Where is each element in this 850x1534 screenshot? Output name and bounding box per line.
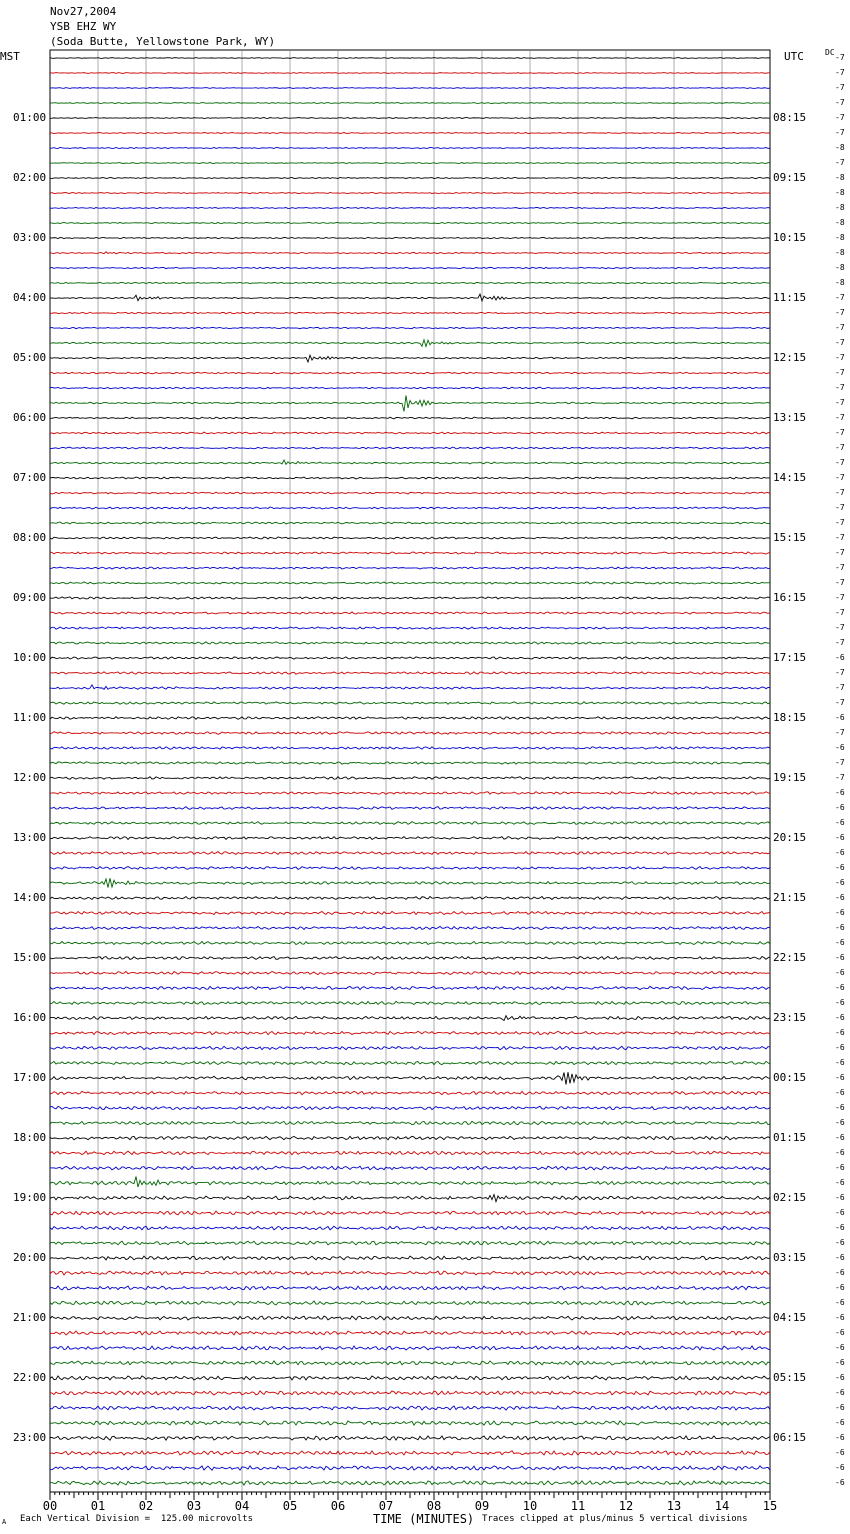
dc-offset: -6 <box>835 1313 845 1322</box>
right-hour-label: 03:15 <box>773 1251 807 1264</box>
seismic-trace <box>50 207 770 208</box>
dc-offset: -8 <box>835 218 845 227</box>
dc-offset: -6 <box>835 893 845 902</box>
left-hour-label: 22:00 <box>13 1371 47 1384</box>
left-hour-label: 08:00 <box>13 531 47 544</box>
dc-offset: -6 <box>835 1358 845 1367</box>
seismic-trace <box>50 460 770 464</box>
right-hour-label: 10:15 <box>773 231 807 244</box>
seismic-trace <box>50 1166 770 1170</box>
dc-offset: -7 <box>835 623 845 632</box>
right-hour-label: 04:15 <box>773 1311 807 1324</box>
dc-offset: -7 <box>835 443 845 452</box>
dc-offset: -7 <box>835 293 845 302</box>
right-hour-label: 12:15 <box>773 351 807 364</box>
seismic-trace <box>50 1271 770 1275</box>
seismic-trace <box>50 1376 770 1380</box>
dc-offset: -7 <box>835 698 845 707</box>
right-hour-label: 21:15 <box>773 891 807 904</box>
dc-offset: -6 <box>835 1118 845 1127</box>
seismic-trace <box>50 1436 770 1440</box>
dc-offset: -8 <box>835 263 845 272</box>
left-hour-label: 16:00 <box>13 1011 47 1024</box>
dc-offset: -6 <box>835 1103 845 1112</box>
left-hour-label: 21:00 <box>13 1311 47 1324</box>
x-tick-label: 02 <box>138 1499 154 1513</box>
dc-offset: -6 <box>835 1478 845 1487</box>
dc-offset: -6 <box>835 1373 845 1382</box>
seismic-trace <box>50 926 770 929</box>
seismic-trace <box>50 1151 770 1155</box>
left-hour-label: 03:00 <box>13 231 47 244</box>
seismic-trace <box>50 102 770 103</box>
seismic-trace <box>50 567 770 569</box>
dc-offset: -8 <box>835 188 845 197</box>
dc-offset: -6 <box>835 1403 845 1412</box>
dc-offset: -7 <box>835 773 845 782</box>
x-tick-label: 09 <box>474 1499 490 1513</box>
dc-offset: -6 <box>835 1013 845 1022</box>
right-hour-label: 15:15 <box>773 531 807 544</box>
seismic-trace <box>50 1061 770 1064</box>
seismic-trace <box>50 807 770 810</box>
right-hour-label: 01:15 <box>773 1131 807 1144</box>
seismic-trace <box>50 237 770 238</box>
dc-offset: -6 <box>835 1163 845 1172</box>
seismic-trace <box>50 432 770 434</box>
right-hour-label: 09:15 <box>773 171 807 184</box>
x-tick-label: 12 <box>618 1499 634 1513</box>
left-hour-label: 13:00 <box>13 831 47 844</box>
seismic-trace <box>50 222 770 223</box>
seismic-trace <box>50 627 770 629</box>
seismic-trace <box>50 1331 770 1335</box>
seismic-trace <box>50 162 770 163</box>
left-hour-label: 19:00 <box>13 1191 47 1204</box>
dc-offset: -7 <box>835 323 845 332</box>
dc-offset: -6 <box>835 908 845 917</box>
seismic-trace <box>50 685 770 689</box>
dc-offset: -6 <box>835 1283 845 1292</box>
left-hour-label: 15:00 <box>13 951 47 964</box>
seismic-trace <box>50 1391 770 1395</box>
right-hour-label: 02:15 <box>773 1191 807 1204</box>
seismic-trace <box>50 897 770 900</box>
right-hour-label: 16:15 <box>773 591 807 604</box>
seismic-trace <box>50 597 770 599</box>
x-tick-label: 11 <box>570 1499 586 1513</box>
dc-offset: -6 <box>835 1028 845 1037</box>
seismic-trace <box>50 1451 770 1455</box>
dc-offset: -8 <box>835 278 845 287</box>
dc-offset: -7 <box>835 683 845 692</box>
seismic-trace <box>50 672 770 674</box>
dc-offset: -7 <box>835 533 845 542</box>
seismic-trace <box>50 1226 770 1230</box>
seismic-trace <box>50 792 770 795</box>
seismic-trace <box>50 417 770 419</box>
seismic-trace <box>50 717 770 719</box>
seismic-trace <box>50 117 770 118</box>
dc-offset: -6 <box>835 968 845 977</box>
dc-offset: -7 <box>835 398 845 407</box>
seismic-trace <box>50 1121 770 1124</box>
dc-offset: -6 <box>835 1343 845 1352</box>
right-timezone-label: UTC <box>784 50 804 63</box>
seismic-trace <box>50 852 770 855</box>
left-hour-label: 17:00 <box>13 1071 47 1084</box>
dc-offset: -6 <box>835 803 845 812</box>
dc-offset: -6 <box>835 743 845 752</box>
dc-offset: -7 <box>835 638 845 647</box>
x-tick-label: 05 <box>282 1499 298 1513</box>
right-hour-label: 20:15 <box>773 831 807 844</box>
seismic-trace <box>50 1256 770 1260</box>
right-hour-label: 06:15 <box>773 1431 807 1444</box>
x-tick-label: 13 <box>666 1499 682 1513</box>
seismic-trace <box>50 387 770 389</box>
seismic-trace <box>50 941 770 944</box>
seismic-trace <box>50 1481 770 1485</box>
dc-offset: -6 <box>835 713 845 722</box>
seismic-trace <box>50 58 770 59</box>
dc-offset: -7 <box>835 578 845 587</box>
seismic-trace <box>50 340 770 347</box>
dc-offset: -6 <box>835 1148 845 1157</box>
seismic-trace <box>50 986 770 989</box>
seismic-trace <box>50 762 770 764</box>
seismic-trace <box>50 1195 770 1202</box>
dc-offset: -8 <box>835 203 845 212</box>
seismic-trace <box>50 837 770 840</box>
dc-offset: -7 <box>835 83 845 92</box>
dc-offset: -8 <box>835 248 845 257</box>
left-hour-label: 07:00 <box>13 471 47 484</box>
seismic-trace <box>50 73 770 74</box>
dc-offset: -8 <box>835 173 845 182</box>
seismic-trace <box>50 1406 770 1410</box>
dc-offset: -6 <box>835 863 845 872</box>
seismic-trace <box>50 492 770 494</box>
dc-offset: -6 <box>835 983 845 992</box>
dc-offset: -7 <box>835 518 845 527</box>
dc-offset: -7 <box>835 758 845 767</box>
corner-mark: A <box>2 1518 7 1526</box>
dc-offset: -7 <box>835 158 845 167</box>
left-hour-label: 18:00 <box>13 1131 47 1144</box>
dc-offset: -7 <box>835 98 845 107</box>
left-hour-label: 05:00 <box>13 351 47 364</box>
seismic-trace <box>50 327 770 329</box>
dc-offset: -6 <box>835 998 845 1007</box>
seismic-traces <box>50 58 770 1486</box>
dc-offset: -7 <box>835 728 845 737</box>
seismic-trace <box>50 1136 770 1140</box>
left-hour-label: 02:00 <box>13 171 47 184</box>
seismic-trace <box>50 395 770 411</box>
dc-offset: -7 <box>835 413 845 422</box>
dc-offset: -7 <box>835 338 845 347</box>
seismic-trace <box>50 552 770 554</box>
dc-offset: -6 <box>835 1418 845 1427</box>
dc-offset: -6 <box>835 833 845 842</box>
dc-offset: -6 <box>835 1433 845 1442</box>
dc-offset: -6 <box>835 878 845 887</box>
header-location: (Soda Butte, Yellowstone Park, WY) <box>50 35 276 48</box>
dc-offset: -8 <box>835 233 845 242</box>
seismic-trace <box>50 252 770 254</box>
seismic-trace <box>50 747 770 749</box>
dc-offset: -6 <box>835 1268 845 1277</box>
seismic-trace <box>50 971 770 974</box>
seismic-trace <box>50 447 770 449</box>
dc-offset: -6 <box>835 1463 845 1472</box>
seismic-trace <box>50 1106 770 1109</box>
seismic-trace <box>50 1177 770 1187</box>
header-date: Nov27,2004 <box>50 5 117 18</box>
right-hour-label: 18:15 <box>773 711 807 724</box>
x-axis-title: TIME (MINUTES) <box>373 1512 475 1526</box>
header-station: YSB EHZ WY <box>50 20 117 33</box>
dc-offset: -7 <box>835 473 845 482</box>
left-hour-label: 04:00 <box>13 291 47 304</box>
left-hour-label: 14:00 <box>13 891 47 904</box>
seismic-trace <box>50 267 770 268</box>
seismic-trace <box>50 878 770 887</box>
dc-offset: -6 <box>835 1073 845 1082</box>
dc-offset: -7 <box>835 428 845 437</box>
dc-offset: -6 <box>835 1238 845 1247</box>
seismic-trace <box>50 294 770 301</box>
dc-offset: -6 <box>835 1208 845 1217</box>
dc-offset: -7 <box>835 668 845 677</box>
dc-offset: -7 <box>835 113 845 122</box>
seismic-trace <box>50 657 770 659</box>
seismic-trace <box>50 777 770 780</box>
dc-offset: -8 <box>835 143 845 152</box>
left-hour-label: 20:00 <box>13 1251 47 1264</box>
dc-offset: -6 <box>835 1058 845 1067</box>
left-timezone-label: MST <box>0 50 20 63</box>
dc-offset: -7 <box>835 608 845 617</box>
plot-frame <box>50 50 770 1492</box>
right-hour-label: 05:15 <box>773 1371 807 1384</box>
seismic-trace <box>50 732 770 735</box>
x-tick-label: 07 <box>378 1499 394 1513</box>
seismic-trace <box>50 911 770 914</box>
seismic-trace <box>50 1301 770 1305</box>
seismic-trace <box>50 192 770 193</box>
dc-offset: -7 <box>835 128 845 137</box>
seismic-trace <box>50 537 770 539</box>
seismic-trace <box>50 1286 770 1290</box>
seismic-trace <box>50 477 770 479</box>
dc-offset: -6 <box>835 788 845 797</box>
right-hour-label: 13:15 <box>773 411 807 424</box>
right-hour-label: 22:15 <box>773 951 807 964</box>
dc-offset: -6 <box>835 848 845 857</box>
seismic-trace <box>50 1046 770 1049</box>
seismic-trace <box>50 582 770 584</box>
dc-offset: -6 <box>835 653 845 662</box>
x-tick-label: 06 <box>330 1499 346 1513</box>
seismic-trace <box>50 88 770 89</box>
x-axis <box>43 1492 777 1513</box>
x-tick-label: 14 <box>714 1499 730 1513</box>
dc-offset: -6 <box>835 938 845 947</box>
seismic-trace <box>50 1016 770 1021</box>
left-hour-label: 06:00 <box>13 411 47 424</box>
seismic-trace <box>50 822 770 825</box>
dc-offset: -6 <box>835 1088 845 1097</box>
dc-offset: -7 <box>835 308 845 317</box>
seismic-trace <box>50 702 770 704</box>
dc-offset: -6 <box>835 953 845 962</box>
clip-note: Traces clipped at plus/minus 5 vertical divisions <box>482 1514 748 1524</box>
seismic-trace <box>50 642 770 644</box>
seismic-trace <box>50 1211 770 1215</box>
dc-offset: -6 <box>835 1043 845 1052</box>
right-hour-label: 08:15 <box>773 111 807 124</box>
seismic-trace <box>50 507 770 509</box>
dc-offset: -6 <box>835 1223 845 1232</box>
seismic-trace <box>50 1072 770 1084</box>
dc-offset: -7 <box>835 563 845 572</box>
dc-offset: -6 <box>835 1298 845 1307</box>
seismic-trace <box>50 1091 770 1094</box>
left-hour-label: 09:00 <box>13 591 47 604</box>
seismic-trace <box>50 282 770 283</box>
seismic-trace <box>50 1421 770 1425</box>
dc-offset: -6 <box>835 818 845 827</box>
dc-offset: -7 <box>835 68 845 77</box>
seismic-trace <box>50 612 770 614</box>
seismic-trace <box>50 1466 770 1470</box>
seismic-trace <box>50 956 770 959</box>
seismic-trace <box>50 1346 770 1350</box>
dc-offset: -6 <box>835 923 845 932</box>
seismic-trace <box>50 132 770 133</box>
left-hour-label: 11:00 <box>13 711 47 724</box>
seismic-trace <box>50 312 770 314</box>
seismic-trace <box>50 147 770 148</box>
scale-note: Each Vertical Division = 125.00 microvolts <box>20 1514 253 1524</box>
dc-offset: -7 <box>835 458 845 467</box>
left-hour-label: 10:00 <box>13 651 47 664</box>
dc-offset: -6 <box>835 1328 845 1337</box>
right-hour-label: 00:15 <box>773 1071 807 1084</box>
dc-offset: -6 <box>835 1388 845 1397</box>
left-hour-label: 12:00 <box>13 771 47 784</box>
dc-offset: -6 <box>835 1253 845 1262</box>
seismic-trace <box>50 355 770 362</box>
seismic-trace <box>50 1361 770 1365</box>
dc-offset: -7 <box>835 383 845 392</box>
dc-offset: -6 <box>835 1133 845 1142</box>
x-tick-label: 00 <box>42 1499 58 1513</box>
dc-offset: -7 <box>835 503 845 512</box>
minute-gridlines <box>50 50 770 1492</box>
right-hour-label: 17:15 <box>773 651 807 664</box>
seismic-trace <box>50 867 770 870</box>
x-tick-label: 08 <box>426 1499 442 1513</box>
seismic-trace <box>50 1001 770 1004</box>
left-hour-label: 23:00 <box>13 1431 47 1444</box>
seismic-trace <box>50 1241 770 1245</box>
right-hour-label: 23:15 <box>773 1011 807 1024</box>
seismic-trace <box>50 522 770 524</box>
dc-offset: -6 <box>835 1448 845 1457</box>
seismic-trace <box>50 372 770 374</box>
x-tick-label: 10 <box>522 1499 538 1513</box>
seismic-trace <box>50 177 770 178</box>
x-tick-label: 15 <box>762 1499 778 1513</box>
dc-offset: -7 <box>835 593 845 602</box>
left-hour-label: 01:00 <box>13 111 47 124</box>
dc-offset: -6 <box>835 1178 845 1187</box>
x-tick-label: 01 <box>90 1499 106 1513</box>
dc-offset: -7 <box>835 353 845 362</box>
seismic-trace <box>50 1031 770 1034</box>
x-tick-label: 04 <box>234 1499 250 1513</box>
right-hour-label: 14:15 <box>773 471 807 484</box>
seismic-trace <box>50 1316 770 1320</box>
right-hour-label: 11:15 <box>773 291 807 304</box>
dc-offset: -7 <box>835 488 845 497</box>
x-tick-label: 03 <box>186 1499 202 1513</box>
dc-offset: -7 <box>835 368 845 377</box>
dc-label: DC <box>825 48 835 57</box>
right-hour-label: 19:15 <box>773 771 807 784</box>
dc-offset: -6 <box>835 1193 845 1202</box>
dc-offset: -7 <box>835 548 845 557</box>
dc-offset: -7 <box>835 53 845 62</box>
